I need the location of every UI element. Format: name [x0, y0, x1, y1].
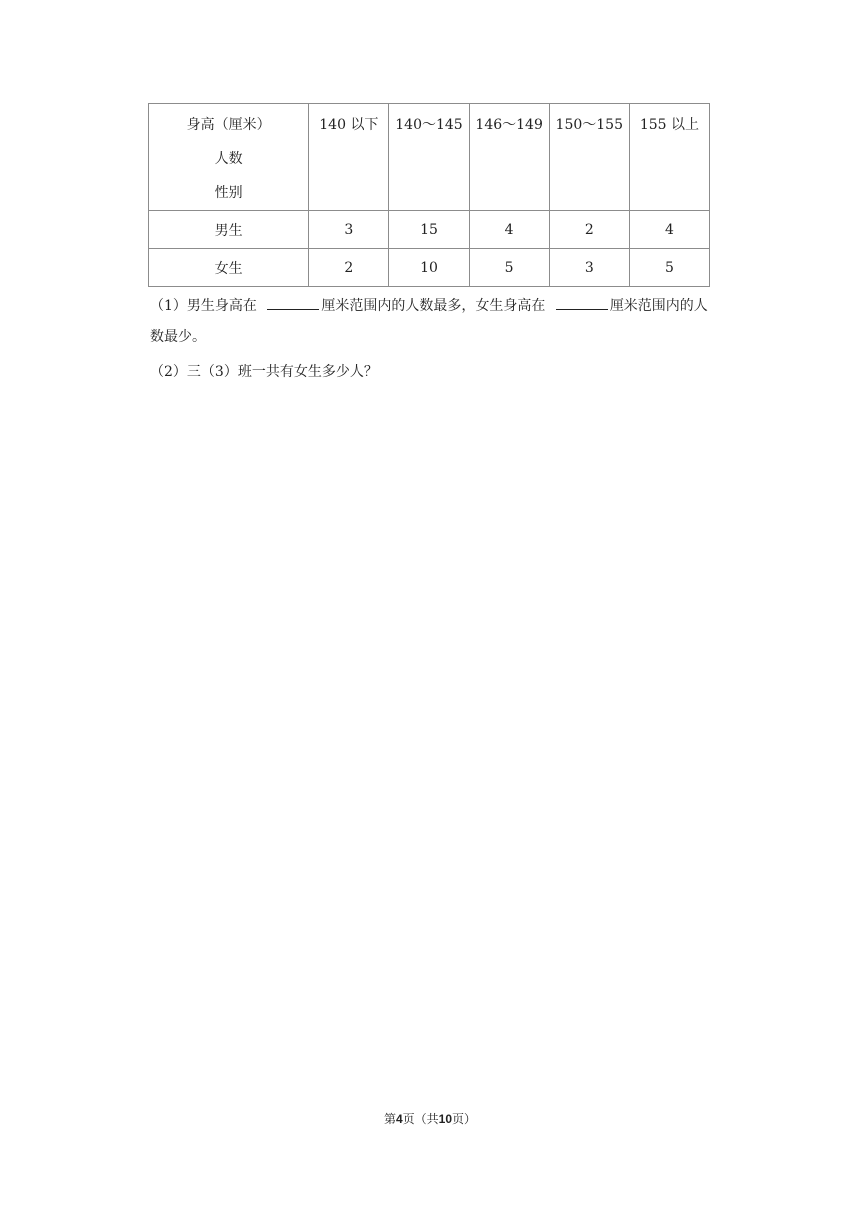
table-cell: 5 — [629, 249, 709, 287]
table-cell: 4 — [469, 211, 549, 249]
footer-page-number: 4 — [395, 1112, 403, 1126]
header-range-cell — [389, 104, 469, 211]
question-1-suffix: 厘米范围内的人 — [609, 298, 708, 314]
answer-blank — [556, 295, 608, 310]
answer-blank — [267, 295, 319, 310]
corner-gender-label: 性别 — [214, 185, 243, 201]
question-1 — [150, 295, 708, 316]
page-footer — [0, 1110, 860, 1128]
table-cell: 10 — [389, 249, 469, 287]
height-statistics-table — [148, 103, 710, 287]
range-label: 155 以上 — [639, 117, 699, 133]
header-range-cell — [469, 104, 549, 211]
table-cell: 5 — [469, 249, 549, 287]
range-label: 146～149 — [475, 117, 543, 133]
table-cell: 2 — [549, 211, 629, 249]
table-row-girls — [149, 249, 710, 287]
table-row-boys — [149, 211, 710, 249]
corner-count-label: 人数 — [214, 151, 243, 167]
header-range-cell — [629, 104, 709, 211]
table-cell: 3 — [549, 249, 629, 287]
row-label-boys: 男生 — [149, 211, 309, 249]
table-cell: 15 — [389, 211, 469, 249]
footer-total-pages: 10 — [438, 1112, 453, 1126]
header-corner-cell — [149, 104, 309, 211]
question-1-prefix: （1）男生身高在 — [150, 298, 262, 314]
table-cell: 3 — [309, 211, 389, 249]
header-range-cell — [549, 104, 629, 211]
question-1-middle: 厘米范围内的人数最多，女生身高在 — [321, 298, 550, 314]
table-header-row — [149, 104, 710, 211]
table-cell: 4 — [629, 211, 709, 249]
range-label: 140～145 — [395, 117, 463, 133]
question-1-continuation: 数最少。 — [150, 329, 206, 345]
row-label-girls: 女生 — [149, 249, 309, 287]
footer-middle: 页（共 — [402, 1112, 439, 1126]
range-label: 150～155 — [555, 117, 623, 133]
footer-after: 页） — [452, 1112, 477, 1126]
header-range-cell — [309, 104, 389, 211]
table-cell: 2 — [309, 249, 389, 287]
corner-height-label: 身高（厘米） — [186, 117, 271, 133]
question-2: （2）三（3）班一共有女生多少人？ — [150, 364, 378, 380]
footer-before: 第 — [383, 1112, 396, 1126]
range-label: 140 以下 — [319, 117, 379, 133]
